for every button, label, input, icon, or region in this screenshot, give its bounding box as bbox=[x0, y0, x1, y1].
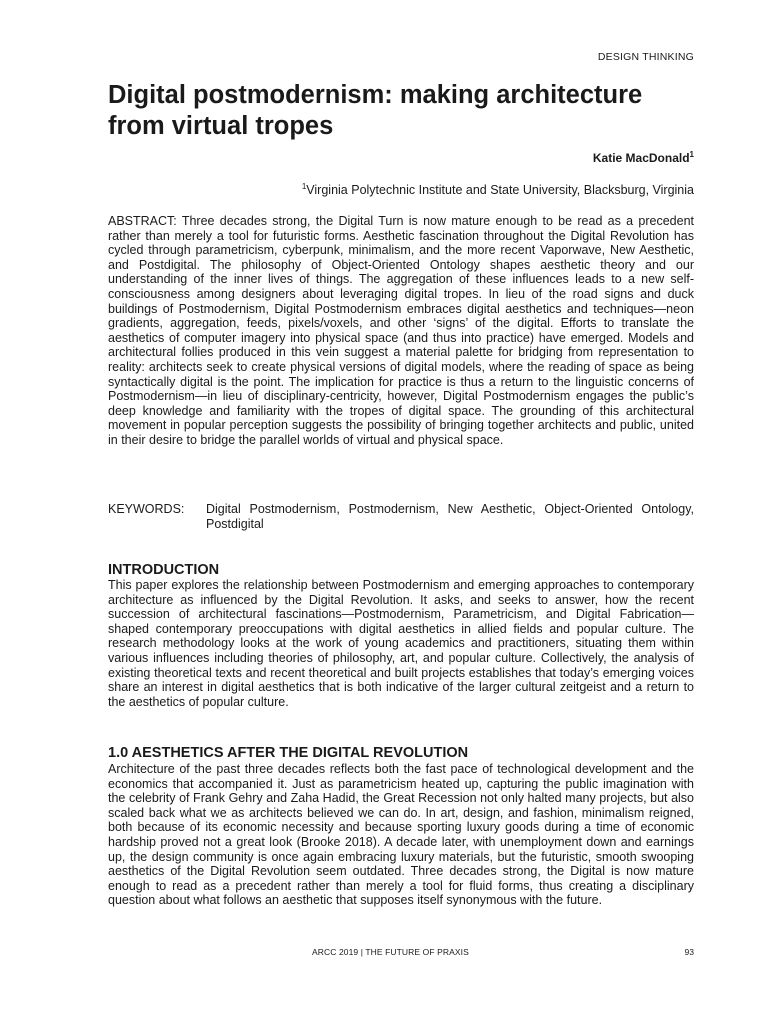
paper-title: Digital postmodernism: making architecture from virtual tropes bbox=[108, 81, 643, 140]
footer-conference: ARCC 2019 | THE FUTURE OF PRAXIS bbox=[312, 947, 469, 957]
keywords-text: Digital Postmodernism, Postmodernism, New Aesthetic, Object-Oriented Ontology, Postdigital bbox=[206, 502, 694, 531]
author-name: Katie MacDonald bbox=[592, 151, 690, 165]
affiliation-marker: 1 bbox=[301, 181, 307, 191]
author bbox=[593, 151, 694, 165]
abstract: ABSTRACT: Three decades strong, the Digital Turn is now mature enough to be read as a precedent rather than merely a tool for futuristic forms. Aesthetic fascination throughout the Digital Revolution has cycled through parametricism, cyberpunk, minimalism, and the more recent Vaporwave, New Aesthetic, and Postdigital. The philosophy of Object-Oriented Ontology shapes aesthetic theory and our understanding of the inner lives of things. The aggregation of these influences leads to a new self-consciousness among designers about leveraging digital tropes. In lieu of the road signs and duck buildings of Postmodernism, Digital Postmodernism embraces digital aesthetics and techniques—neon gradients, aggregation, feeds, pixels/voxels, and other ‘signs’ of the digital. Efforts to translate the aesthetics of computer imagery into physical space (and thus into practice) have emerged. Models and architectural follies produced in this vein suggest a material palette for bridging from representation to reality: architects seek to create physical versions of digital models, where the reading of space as being syntactically digital is the point. The implication for practice is thus a return to the linguistic concerns of Postmodernism—in lieu of disciplinary-centricity, however, Digital Postmodernism engages the public’s deep knowledge and familiarity with the tropes of digital space. The grounding of this architectural movement in popular perception suggests the possibility of bringing together architects and public, united in their desire to bridge the parallel worlds of virtual and physical space. bbox=[108, 214, 694, 447]
section-1-heading: 1.0 AESTHETICS AFTER THE DIGITAL REVOLUTION bbox=[108, 745, 469, 761]
keywords bbox=[108, 502, 694, 531]
introduction-heading: INTRODUCTION bbox=[108, 562, 220, 578]
affiliation-text: Virginia Polytechnic Institute and State University, Blacksburg, Virginia bbox=[306, 183, 694, 197]
section-1-body: Architecture of the past three decades reflects both the fast pace of technological development and the economics that accompanied it. Just as parametricism heated up, capturing the public imagination with the celebrity of Frank Gehry and Zaha Hadid, the Great Recession not only halted many projects, but also scaled back what we as architects believed we can do. In art, design, and fashion, minimalism reigned, both because of its economic necessity and because sporting luxury goods during a time of economic hardship proved not a great look (Brooke 2018). A decade later, with unemployment down and earnings up, the design community is once again embracing luxury materials, but the futuristic, smooth swooping aesthetics of the Digital Revolution seem outdated. Three decades strong, the Digital is now mature enough to read as a precedent rather than merely a tool for fluid forms, thus creating a disciplinary question about what follows an aesthetic that supposes itself synonymous with the future. bbox=[108, 762, 694, 908]
page-number: 93 bbox=[684, 947, 694, 957]
introduction-body: This paper explores the relationship between Postmodernism and emerging approaches to contemporary architecture as influenced by the Digital Revolution. It asks, and seeks to answer, how the recent succession of architectural fascinations—Postmodernism, Parametricism, and Digital Fabrication—shaped contemporary preoccupations with digital aesthetics in allied fields and popular culture. The research methodology looks at the work of young academics and practitioners, situating them within various influences including theories of philosophy, art, and popular culture. Collectively, the analysis of existing theoretical texts and recent theoretical and built projects establishes that today’s emerging voices share an interest in digital aesthetics that is both indicative of the larger cultural zeitgeist and a return to the aesthetics of popular culture. bbox=[108, 578, 694, 709]
affiliation bbox=[302, 183, 694, 197]
paper-page bbox=[108, 0, 694, 1024]
author-affiliation-marker: 1 bbox=[689, 150, 694, 159]
running-head: DESIGN THINKING bbox=[597, 51, 694, 63]
keywords-label: KEYWORDS: bbox=[108, 502, 185, 516]
